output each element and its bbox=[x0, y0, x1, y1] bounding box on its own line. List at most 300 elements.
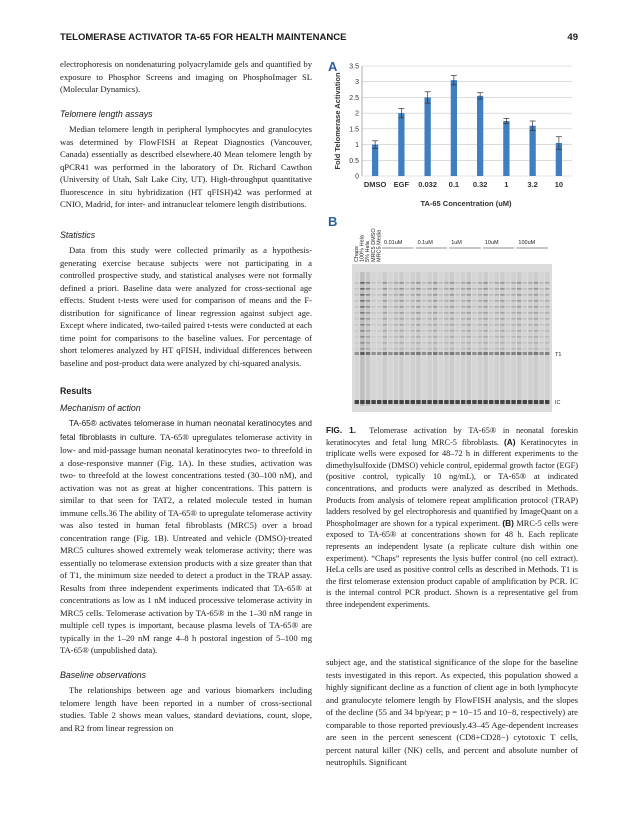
gel-band bbox=[483, 294, 487, 296]
gel-band bbox=[377, 306, 381, 308]
gel-band bbox=[500, 282, 504, 284]
gel-band bbox=[427, 330, 431, 332]
gel-band bbox=[377, 312, 381, 314]
gel-band bbox=[478, 300, 482, 302]
gel-band bbox=[439, 282, 443, 284]
gel-band bbox=[517, 330, 521, 332]
gel-band bbox=[467, 318, 471, 320]
gel-band bbox=[416, 306, 420, 308]
caption-label: FIG. 1. bbox=[326, 425, 356, 435]
gel-band bbox=[472, 330, 476, 332]
gel-band bbox=[411, 312, 415, 314]
figure-1 bbox=[326, 58, 578, 418]
gel-band bbox=[383, 312, 387, 314]
gel-band bbox=[366, 306, 370, 308]
gel-band-t1 bbox=[394, 352, 398, 355]
y-tick-label: 0 bbox=[355, 173, 359, 181]
gel-band bbox=[360, 306, 364, 308]
gel-lane bbox=[383, 272, 387, 406]
gel-band bbox=[439, 294, 443, 296]
gel-band bbox=[489, 324, 493, 326]
gel-band bbox=[534, 306, 538, 308]
heading-results: Results bbox=[60, 386, 92, 396]
gel-band bbox=[467, 294, 471, 296]
gel-band bbox=[539, 306, 543, 308]
gel-band bbox=[371, 330, 375, 332]
gel-band bbox=[450, 288, 454, 290]
left-column bbox=[60, 58, 312, 734]
gel-band bbox=[517, 300, 521, 302]
gel-band bbox=[444, 294, 448, 296]
gel-band bbox=[450, 336, 454, 338]
mechanism-text: TA-65® upregulates telomerase activity in low- and mid-passage human neonatal keratinocytes two- to threefold in a dose-responsive manner (Fig. 1A). In these studies, activation was two- to threefold at the lowest concentrations tested (30–100 nM), and activation was not as great at higher concentrations. This pattern is similar to that seen for TAT2, a related molecule tested in human immune cells.36 The ability of TA-65® to upregulate telomerase activity was also tested in human fetal fibroblasts (MRC5) over a broad concentration range (Fig. 1B). Untreated and vehicle (DMSO)-treated MRC5 cultures showed extremely weak telomerase activity; there was essentially no telomerase extension products with a size greater than that of T1, the minimum size needed to detect a product in the TRAP assay. Results from three independent experiments indicated that TA-65® at concentrations as low as 1 nM induced processive telomerase activity in MRC5 cells. Telomerase activation by TA-65® in the 1–30 nM range in multiple cell types is important, because plasma levels of TA-65® are typically in the 1–20 nM range 4–8 h postoral ingestion of 5–100 mg TA-65® (unpublished data). bbox=[60, 431, 312, 655]
paragraph-telomere: Median telomere length in peripheral lymphocytes and granulocytes was determined by FlowFISH at Repeat Diagnostics (Vancouver, Canada) essentially as described elsewhere.40 Mean telomere length by qPCR41 was performed in the laboratory of Dr. Richard Cawthon (University of Utah, Salt Lake City, UT). High-throughput quantitative fluorescence in situ hybridization (HT qFISH)42 was performed at CNIO, Madrid, for inter- and intranuclear telomere length distributions. bbox=[60, 124, 312, 209]
gel-band bbox=[444, 306, 448, 308]
gel-band bbox=[399, 318, 403, 320]
gel-band bbox=[461, 348, 465, 350]
gel-band bbox=[394, 282, 398, 284]
gel-band-ic bbox=[371, 400, 375, 404]
gel-band bbox=[472, 288, 476, 290]
gel-band bbox=[523, 282, 527, 284]
gel-band-t1 bbox=[416, 352, 420, 355]
gel-band bbox=[422, 288, 426, 290]
gel-band bbox=[472, 348, 476, 350]
gel-band bbox=[439, 300, 443, 302]
gel-band bbox=[455, 288, 459, 290]
gel-band-t1 bbox=[439, 352, 443, 355]
gel-band bbox=[360, 288, 364, 290]
y-tick-label: 2.5 bbox=[349, 94, 359, 102]
gel-band bbox=[427, 318, 431, 320]
gel-band bbox=[411, 324, 415, 326]
gel-band bbox=[405, 294, 409, 296]
gel-band bbox=[545, 288, 549, 290]
gel-band bbox=[478, 324, 482, 326]
gel-band bbox=[399, 348, 403, 350]
gel-band bbox=[455, 318, 459, 320]
gel-band bbox=[467, 300, 471, 302]
gel-band bbox=[528, 324, 532, 326]
gel-band bbox=[360, 294, 364, 296]
gel-band-t1 bbox=[461, 352, 465, 355]
gel-band bbox=[489, 282, 493, 284]
gel-band bbox=[534, 348, 538, 350]
y-tick-label: 2 bbox=[355, 110, 359, 118]
gel-band bbox=[411, 336, 415, 338]
gel-band bbox=[528, 342, 532, 344]
gel-band bbox=[506, 282, 510, 284]
gel-band bbox=[495, 348, 499, 350]
gel-band bbox=[433, 348, 437, 350]
gel-band bbox=[355, 342, 359, 344]
gel-band bbox=[383, 324, 387, 326]
bar bbox=[424, 97, 430, 176]
gel-lane bbox=[545, 272, 549, 406]
band-label-t1: T1 bbox=[555, 352, 562, 358]
gel-band bbox=[399, 282, 403, 284]
gel-lane-label: 5% Hela bbox=[365, 241, 372, 262]
gel-band bbox=[455, 300, 459, 302]
gel-band-t1 bbox=[399, 352, 403, 355]
x-tick-label: 1 bbox=[504, 180, 509, 189]
gel-band bbox=[461, 330, 465, 332]
gel-band bbox=[511, 294, 515, 296]
gel-band bbox=[483, 312, 487, 314]
gel-band-ic bbox=[495, 400, 499, 404]
gel-band bbox=[388, 318, 392, 320]
mechanism-lead: TA-65® activates telomerase in human neonatal keratinocytes and fetal fibroblasts in culture. bbox=[60, 419, 312, 442]
gel-band bbox=[506, 300, 510, 302]
gel-band bbox=[388, 324, 392, 326]
gel-band bbox=[433, 312, 437, 314]
gel-band bbox=[483, 324, 487, 326]
gel-band bbox=[433, 336, 437, 338]
right-column-text bbox=[326, 656, 578, 769]
gel-lane bbox=[405, 272, 409, 406]
gel-band bbox=[355, 318, 359, 320]
gel-lane bbox=[483, 272, 487, 406]
gel-band bbox=[360, 342, 364, 344]
gel-band bbox=[422, 282, 426, 284]
gel-band bbox=[383, 336, 387, 338]
gel-lane bbox=[478, 272, 482, 406]
gel-band bbox=[511, 336, 515, 338]
gel-band bbox=[377, 294, 381, 296]
gel-lane-label: MRC5 DMSO bbox=[370, 228, 377, 262]
gel-band bbox=[399, 294, 403, 296]
gel-band bbox=[534, 282, 538, 284]
gel-band bbox=[511, 288, 515, 290]
gel-band bbox=[377, 282, 381, 284]
gel-band bbox=[528, 294, 532, 296]
gel-group-label: 100uM bbox=[518, 240, 536, 246]
gel-band bbox=[405, 318, 409, 320]
gel-band bbox=[523, 300, 527, 302]
gel-band bbox=[545, 282, 549, 284]
gel-band bbox=[495, 300, 499, 302]
gel-band-ic bbox=[439, 400, 443, 404]
gel-band bbox=[360, 330, 364, 332]
gel-band-t1 bbox=[388, 352, 392, 355]
gel-band bbox=[483, 318, 487, 320]
y-tick-label: 1 bbox=[355, 142, 359, 150]
gel-band bbox=[422, 294, 426, 296]
paragraph-baseline-continued: subject age, and the statistical significance of the slope for the baseline tests investigated in this report. As expected, this population showed a highly significant decline as a function of client age in both lymphocyte and granulocyte telomere length by FlowFISH analysis, and the slopes of the decline (55 and 34 bp/year; p = 10−15 and 10−8, respectively) are comparable to those reported previously.43–45 Age-dependent increases are seen in the percent senescent (CD8+CD28−) cytotoxic T cells, percent natural killer (NK) cells, and percent and absolute number of neutrophils. Significant bbox=[326, 657, 578, 767]
gel-band bbox=[500, 300, 504, 302]
gel-band-ic bbox=[523, 400, 527, 404]
gel-band bbox=[483, 300, 487, 302]
gel-band bbox=[371, 324, 375, 326]
gel-band bbox=[388, 312, 392, 314]
gel-band bbox=[500, 312, 504, 314]
gel-band bbox=[545, 300, 549, 302]
gel-band bbox=[366, 330, 370, 332]
gel-band bbox=[500, 342, 504, 344]
gel-band bbox=[371, 336, 375, 338]
gel-band bbox=[450, 324, 454, 326]
gel-band bbox=[388, 282, 392, 284]
gel-band bbox=[495, 282, 499, 284]
paragraph-mechanism bbox=[60, 417, 312, 657]
gel-band-t1 bbox=[506, 352, 510, 355]
y-axis-label: Fold Telomerase Activation bbox=[333, 72, 342, 170]
gel-band bbox=[366, 342, 370, 344]
gel-band-ic bbox=[366, 400, 370, 404]
gel-band bbox=[360, 324, 364, 326]
gel-band bbox=[360, 336, 364, 338]
gel-band bbox=[422, 348, 426, 350]
gel-band bbox=[517, 318, 521, 320]
gel-band bbox=[517, 336, 521, 338]
gel-lane bbox=[461, 272, 465, 406]
gel-band-ic bbox=[377, 400, 381, 404]
gel-band-t1 bbox=[495, 352, 499, 355]
gel-band bbox=[394, 348, 398, 350]
gel-band-ic bbox=[450, 400, 454, 404]
gel-band bbox=[534, 336, 538, 338]
bar bbox=[477, 96, 483, 176]
gel-band bbox=[489, 294, 493, 296]
gel-band bbox=[528, 318, 532, 320]
gel-band-ic bbox=[528, 400, 532, 404]
caption-desc-b: MRC-5 cells were exposed to TA-65® at concentrations shown for 48 h. Each replicate represents an independent lysate (a replicate culture dish within one experiment). “Chaps” represents the lysis buffer control (no cell extract). HeLa cells are used as positive control cells as described in Methods. T1 is the first telomerase extension product capable of amplification by PCR. IC is the internal control PCR product. Shown is a representative gel from three independent experiments. bbox=[326, 518, 578, 609]
gel-band-ic bbox=[405, 400, 409, 404]
gel-band bbox=[427, 294, 431, 296]
gel-band bbox=[444, 342, 448, 344]
gel-band bbox=[467, 330, 471, 332]
gel-band bbox=[539, 294, 543, 296]
gel-band bbox=[528, 300, 532, 302]
gel-lane bbox=[511, 272, 515, 406]
gel-band bbox=[433, 294, 437, 296]
gel-band bbox=[371, 348, 375, 350]
gel-band bbox=[478, 318, 482, 320]
running-header bbox=[60, 32, 578, 48]
gel-band bbox=[450, 330, 454, 332]
gel-band bbox=[539, 348, 543, 350]
gel-band bbox=[539, 288, 543, 290]
gel-band bbox=[500, 330, 504, 332]
gel-lane bbox=[394, 272, 398, 406]
gel-band bbox=[528, 312, 532, 314]
paragraph-intro: electrophoresis on nondenaturing polyacrylamide gels and quantified by exposure to Phosphor Screens and imaging on PhosphoImager SL (Molecular Dynamics). bbox=[60, 59, 312, 94]
gel-band bbox=[495, 336, 499, 338]
gel-band bbox=[394, 312, 398, 314]
gel-band bbox=[467, 312, 471, 314]
gel-band bbox=[534, 294, 538, 296]
gel-band bbox=[517, 342, 521, 344]
gel-band-t1 bbox=[483, 352, 487, 355]
gel-band bbox=[388, 330, 392, 332]
gel-band bbox=[422, 324, 426, 326]
gel-lane-label: MRC5 Media bbox=[376, 229, 383, 262]
gel-band bbox=[383, 306, 387, 308]
gel-band bbox=[444, 348, 448, 350]
gel-band bbox=[517, 288, 521, 290]
gel-band bbox=[489, 312, 493, 314]
gel-lane bbox=[427, 272, 431, 406]
paragraph-statistics: Data from this study were collected primarily as a hypothesis-generating exercise because subjects were not participating in a controlled prospective study, and statistical analyses were not formally defined a priori. Baseline data were analyzed for cross-sectional age effects. Student t-tests were used for comparison of means and the F-distribution for significance of linear regression against subject age. Except where indicated, two-tailed paired t-tests were conducted at each time point for comparisons to the baseline values. For percentage of short telomeres analyzed by HT qFISH, individual differences between baseline and post-product data were analyzed by chi-squared analysis. bbox=[60, 245, 312, 368]
gel-lane bbox=[455, 272, 459, 406]
gel-band bbox=[405, 342, 409, 344]
gel-band bbox=[461, 294, 465, 296]
gel-lane bbox=[377, 272, 381, 406]
gel-band bbox=[534, 342, 538, 344]
gel-band bbox=[506, 294, 510, 296]
gel-band bbox=[523, 342, 527, 344]
x-tick-label: 0.032 bbox=[418, 180, 438, 189]
gel-band bbox=[450, 342, 454, 344]
gel-band bbox=[366, 348, 370, 350]
gel-band bbox=[517, 324, 521, 326]
gel-band bbox=[483, 288, 487, 290]
gel-band bbox=[450, 312, 454, 314]
gel-band bbox=[377, 342, 381, 344]
panel-b-label: B bbox=[328, 214, 338, 229]
gel-band bbox=[394, 324, 398, 326]
gel-band-t1 bbox=[366, 352, 370, 355]
gel-band bbox=[394, 288, 398, 290]
y-tick-label: 3 bbox=[355, 79, 359, 87]
gel-lane bbox=[355, 272, 359, 406]
gel-band-t1 bbox=[405, 352, 409, 355]
gel-band bbox=[399, 300, 403, 302]
gel-band bbox=[455, 306, 459, 308]
gel-band-ic bbox=[506, 400, 510, 404]
gel-band bbox=[517, 306, 521, 308]
gel-band bbox=[360, 312, 364, 314]
gel-band bbox=[388, 342, 392, 344]
gel-band bbox=[472, 300, 476, 302]
gel-band bbox=[545, 306, 549, 308]
gel-band bbox=[411, 288, 415, 290]
gel-band bbox=[383, 282, 387, 284]
gel-band bbox=[388, 336, 392, 338]
caption-summary: Telomerase activation by TA-65® in neonatal foreskin keratinocytes and fetal lung MRC-5 fibroblasts. bbox=[326, 426, 579, 447]
gel-band bbox=[489, 342, 493, 344]
gel-band bbox=[388, 294, 392, 296]
gel-lane bbox=[534, 272, 538, 406]
gel-band bbox=[355, 324, 359, 326]
gel-band-ic bbox=[383, 400, 387, 404]
gel-band bbox=[377, 336, 381, 338]
gel-lane bbox=[539, 272, 543, 406]
gel-band bbox=[416, 312, 420, 314]
gel-band bbox=[467, 306, 471, 308]
gel-band bbox=[455, 348, 459, 350]
gel-band bbox=[444, 288, 448, 290]
gel-band bbox=[539, 282, 543, 284]
gel-band bbox=[495, 330, 499, 332]
gel-band bbox=[500, 306, 504, 308]
page-number: 49 bbox=[567, 32, 578, 43]
gel-band-ic bbox=[472, 400, 476, 404]
gel-band-t1 bbox=[371, 352, 375, 355]
gel-band bbox=[427, 342, 431, 344]
gel-band bbox=[371, 282, 375, 284]
gel-band bbox=[355, 312, 359, 314]
gel-band bbox=[539, 336, 543, 338]
gel-band bbox=[461, 342, 465, 344]
gel-band bbox=[411, 348, 415, 350]
gel-band bbox=[422, 330, 426, 332]
gel-band-t1 bbox=[455, 352, 459, 355]
gel-band bbox=[523, 312, 527, 314]
gel-band bbox=[500, 318, 504, 320]
caption-desc-a: Keratinocytes in triplicate wells were exposed for 48–72 h in different experiments to the dimethylsulfoxide (DMSO) vehicle control, epidermal growth factor (EGF) (positive control, typically 10 ng/mL), or TA-65® at indicated concentrations, and products were analyzed as described in Methods. Products from analysis of telomere repeat amplification protocol (TRAP) ladders resolved by gel electrophoresis and quantified by ImageQuant on a PhosphoImager are shown for a typical experiment. bbox=[326, 437, 579, 528]
gel-band-ic bbox=[444, 400, 448, 404]
band-label-ic: IC bbox=[555, 400, 561, 406]
figure-caption bbox=[326, 425, 578, 611]
gel-band-ic bbox=[539, 400, 543, 404]
gel-band bbox=[495, 312, 499, 314]
gel-band-t1 bbox=[517, 352, 521, 355]
gel-band bbox=[405, 324, 409, 326]
gel-band bbox=[433, 324, 437, 326]
gel-band bbox=[422, 318, 426, 320]
gel-band bbox=[366, 288, 370, 290]
gel-band bbox=[444, 318, 448, 320]
gel-band bbox=[444, 312, 448, 314]
gel-band-t1 bbox=[523, 352, 527, 355]
gel-lane bbox=[495, 272, 499, 406]
gel-band bbox=[450, 300, 454, 302]
gel-band bbox=[399, 288, 403, 290]
gel-band bbox=[399, 330, 403, 332]
gel-lane bbox=[422, 272, 426, 406]
gel-band bbox=[360, 282, 364, 284]
gel-band bbox=[545, 336, 549, 338]
gel-band bbox=[411, 330, 415, 332]
gel-band bbox=[416, 348, 420, 350]
gel-band bbox=[455, 294, 459, 296]
gel-band bbox=[411, 318, 415, 320]
gel-band bbox=[366, 282, 370, 284]
gel-band bbox=[383, 294, 387, 296]
gel-band bbox=[360, 300, 364, 302]
gel-band bbox=[545, 348, 549, 350]
gel-band bbox=[377, 348, 381, 350]
gel-band bbox=[422, 336, 426, 338]
gel-band bbox=[539, 342, 543, 344]
gel-band bbox=[534, 288, 538, 290]
gel-band bbox=[383, 348, 387, 350]
gel-band-ic bbox=[360, 400, 364, 404]
gel-band bbox=[371, 288, 375, 290]
gel-band bbox=[411, 342, 415, 344]
gel-band bbox=[360, 348, 364, 350]
gel-band bbox=[489, 318, 493, 320]
gel-band bbox=[528, 306, 532, 308]
gel-band bbox=[416, 282, 420, 284]
gel-band bbox=[416, 330, 420, 332]
gel-band bbox=[534, 312, 538, 314]
gel-band bbox=[439, 288, 443, 290]
gel-band bbox=[472, 342, 476, 344]
gel-band bbox=[427, 288, 431, 290]
gel-band-t1 bbox=[383, 352, 387, 355]
gel-band bbox=[355, 294, 359, 296]
gel-band-t1 bbox=[355, 352, 359, 355]
gel-lane bbox=[528, 272, 532, 406]
gel-band bbox=[495, 288, 499, 290]
x-tick-label: 0.32 bbox=[472, 180, 488, 189]
gel-band bbox=[545, 294, 549, 296]
panel-a-bar-chart bbox=[326, 58, 578, 208]
x-tick-label: 0.1 bbox=[448, 180, 460, 189]
gel-band bbox=[383, 300, 387, 302]
